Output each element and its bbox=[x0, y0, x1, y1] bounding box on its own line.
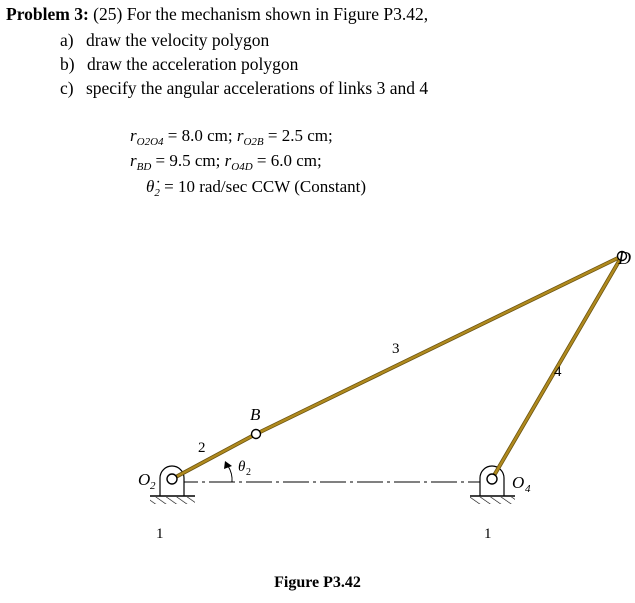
figure-caption: Figure P3.42 bbox=[274, 574, 361, 591]
problem-points: (25) bbox=[93, 4, 123, 24]
r-o2o4-subscript: O2O4 bbox=[136, 136, 164, 148]
theta-2-arc bbox=[228, 466, 232, 482]
r-o2b-symbol: r bbox=[236, 126, 244, 145]
label-d: D bbox=[618, 248, 631, 268]
label-ground-left: 1 bbox=[156, 526, 164, 542]
label-o4-sub: 4 bbox=[525, 483, 531, 495]
part-c-text: specify the angular accelerations of links 3 and 4 bbox=[85, 78, 429, 98]
label-theta-sub: 2 bbox=[246, 467, 251, 478]
ground-support-right bbox=[470, 466, 515, 504]
label-o2-sub: 2 bbox=[150, 480, 156, 492]
label-link-2: 2 bbox=[198, 440, 206, 456]
pin-o2 bbox=[167, 474, 177, 484]
part-b-text: draw the acceleration polygon bbox=[86, 54, 299, 74]
theta-2-arrowhead bbox=[224, 461, 232, 469]
r-o2b-subscript: O2B bbox=[243, 136, 264, 148]
pin-b bbox=[252, 430, 261, 439]
label-link-4: 4 bbox=[554, 364, 562, 380]
r-o2o4-symbol: r bbox=[130, 126, 137, 145]
r-o2b-value: = 2.5 cm; bbox=[267, 126, 333, 145]
theta-dot-subscript: 2 bbox=[154, 187, 160, 199]
problem-heading: Problem 3: bbox=[6, 4, 89, 24]
label-b: B bbox=[250, 405, 261, 424]
r-bd-symbol: r bbox=[130, 151, 137, 170]
r-o4d-subscript: O4D bbox=[231, 161, 253, 173]
label-ground-right: 1 bbox=[484, 526, 492, 542]
theta-dot-value: = 10 rad/sec CCW (Constant) bbox=[164, 177, 367, 196]
label-o2: O bbox=[138, 470, 151, 489]
part-a-text: draw the velocity polygon bbox=[85, 30, 270, 50]
pin-o4 bbox=[487, 474, 497, 484]
part-b-label: b) bbox=[60, 54, 75, 74]
problem-statement: For the mechanism shown in Figure P3.42, bbox=[126, 4, 429, 24]
r-bd-value: = 9.5 cm; bbox=[155, 151, 221, 170]
label-link-3: 3 bbox=[392, 341, 400, 357]
label-o4: O bbox=[512, 473, 525, 492]
r-o4d-value: = 6.0 cm; bbox=[256, 151, 322, 170]
r-o2o4-value: = 8.0 cm; bbox=[167, 126, 233, 145]
theta-dot-symbol: θ̇ bbox=[146, 177, 155, 196]
part-c-label: c) bbox=[60, 78, 74, 98]
part-a-label: a) bbox=[60, 30, 74, 50]
r-bd-subscript: BD bbox=[136, 161, 152, 173]
label-theta: θ bbox=[238, 459, 246, 475]
r-o4d-symbol: r bbox=[224, 151, 232, 170]
